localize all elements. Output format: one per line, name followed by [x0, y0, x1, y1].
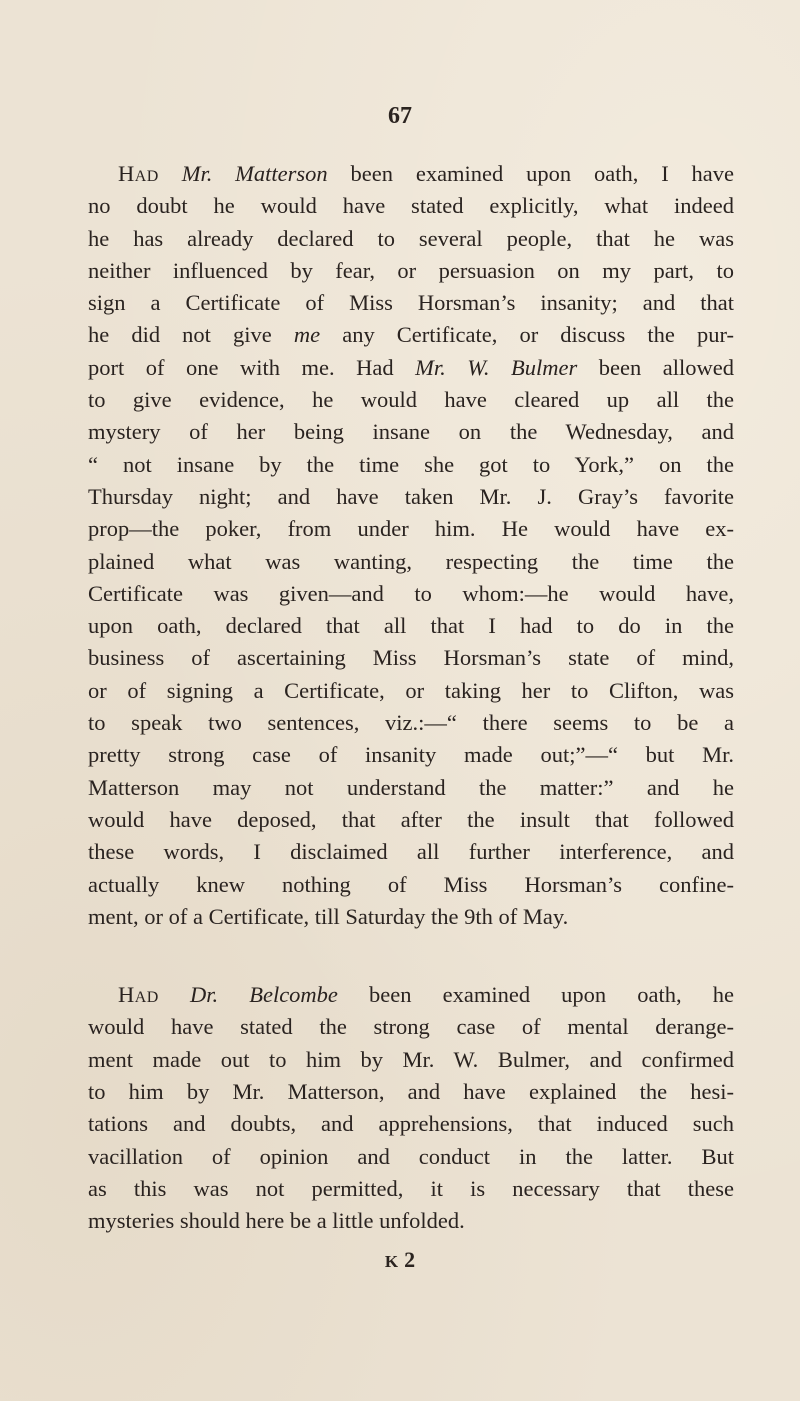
- text-run: any Certificate, or discuss the pur-: [320, 322, 734, 348]
- text-line: [88, 513, 734, 545]
- text-run: upon oath, declared that all that I had to do in the: [88, 613, 734, 639]
- text-run: business of ascertaining Miss Horsman’s state of mind,: [88, 645, 734, 671]
- text-line: [88, 1108, 734, 1140]
- text-run: Matterson may not understand the matter:” and he: [88, 774, 734, 800]
- text-run: he did not give: [88, 322, 294, 348]
- text-line: [88, 772, 734, 804]
- text-italic: Mr. Matterson: [181, 161, 328, 186]
- paragraph-belcombe: [88, 979, 734, 1237]
- body-text: [88, 158, 734, 1238]
- text-line: [88, 1205, 734, 1237]
- text-run: “ not insane by the time she got to York,” on the: [88, 451, 734, 477]
- text-line: [88, 1173, 734, 1205]
- text-run: would have stated the strong case of mental derange-: [88, 1014, 734, 1040]
- text-line: [88, 642, 734, 674]
- text-italic: Mr. W. Bulmer: [415, 354, 578, 380]
- text-italic: Dr. Belcombe: [189, 982, 338, 1008]
- text-italic: me: [293, 322, 321, 348]
- paragraph-matterson: [88, 158, 734, 933]
- text-run: vacillation of opinion and conduct in the latter. But: [88, 1143, 734, 1169]
- text-run: sign a Certificate of Miss Horsman’s insanity; and that: [88, 290, 734, 316]
- text-run: been allowed: [577, 354, 735, 380]
- signature-mark: [0, 1247, 800, 1273]
- text-line: [88, 352, 734, 384]
- text-line: [88, 287, 734, 319]
- signature-number: 2: [404, 1247, 416, 1272]
- text-run: or of signing a Certificate, or taking her to Clifton, was: [88, 677, 734, 703]
- text-run: neither influenced by fear, or persuasion on my part, to: [88, 257, 734, 283]
- text-run: [159, 982, 190, 1007]
- text-line: [88, 449, 734, 481]
- text-run: pretty strong case of insanity made out;”—“ but Mr.: [88, 742, 734, 768]
- text-line: [88, 416, 734, 448]
- text-line: [88, 319, 734, 351]
- text-run: Thursday night; and have taken Mr. J. Gray’s favorite: [88, 483, 734, 509]
- text-run: port of one with me. Had: [88, 354, 416, 380]
- text-run: no doubt he would have stated explicitly, what indeed: [88, 193, 734, 219]
- text-line: [88, 836, 734, 868]
- text-run: tations and doubts, and apprehensions, that induced such: [88, 1111, 734, 1137]
- text-line: [88, 707, 734, 739]
- text-run: actually knew nothing of Miss Horsman’s confine-: [88, 871, 734, 897]
- text-line: [88, 1044, 734, 1076]
- text-run: he has already declared to several people, that he was: [88, 225, 734, 251]
- text-run: prop—the poker, from under him. He would have ex-: [88, 516, 734, 542]
- text-line: [88, 223, 734, 255]
- text-line: [88, 1011, 734, 1043]
- text-run: to give evidence, he would have cleared up all the: [88, 387, 734, 413]
- text-line: [88, 869, 734, 901]
- text-smallcaps: Had: [118, 161, 159, 186]
- text-line: [88, 546, 734, 578]
- text-run: been examined upon oath, he: [337, 982, 734, 1008]
- page-number: 67: [388, 103, 412, 129]
- text-run: plained what was wanting, respecting the time the: [88, 548, 734, 574]
- text-line: [88, 1076, 734, 1108]
- text-run: Certificate was given—and to whom:—he would have,: [88, 580, 734, 606]
- text-line: [88, 901, 734, 933]
- text-run: to speak two sentences, viz.:—“ there seems to be a: [88, 710, 734, 736]
- text-line: [88, 481, 734, 513]
- text-smallcaps: Had: [118, 982, 159, 1008]
- text-run: mysteries should here be a little unfolded.: [88, 1208, 465, 1234]
- text-run: ment made out to him by Mr. W. Bulmer, and confirmed: [88, 1046, 734, 1072]
- text-run: to him by Mr. Matterson, and have explained the hesi-: [88, 1079, 734, 1105]
- text-line: [88, 255, 734, 287]
- text-line: [88, 675, 734, 707]
- text-line: [88, 190, 734, 222]
- text-line: [88, 610, 734, 642]
- text-run: ment, or of a Certificate, till Saturday the 9th of May.: [88, 903, 569, 929]
- text-line: [88, 158, 734, 190]
- text-line: [88, 1141, 734, 1173]
- text-run: as this was not permitted, it is necessary that these: [88, 1175, 734, 1201]
- text-line: [88, 384, 734, 416]
- text-run: been examined upon oath, I have: [327, 161, 734, 186]
- text-line: [88, 979, 734, 1011]
- text-line: [88, 739, 734, 771]
- text-line: [88, 578, 734, 610]
- text-line: [88, 804, 734, 836]
- text-run: these words, I disclaimed all further interference, and: [88, 839, 734, 865]
- text-run: [159, 161, 182, 186]
- text-run: mystery of her being insane on the Wednesday, and: [88, 419, 734, 445]
- text-run: would have deposed, that after the insult that followed: [88, 806, 734, 832]
- signature-letter: K: [384, 1252, 399, 1271]
